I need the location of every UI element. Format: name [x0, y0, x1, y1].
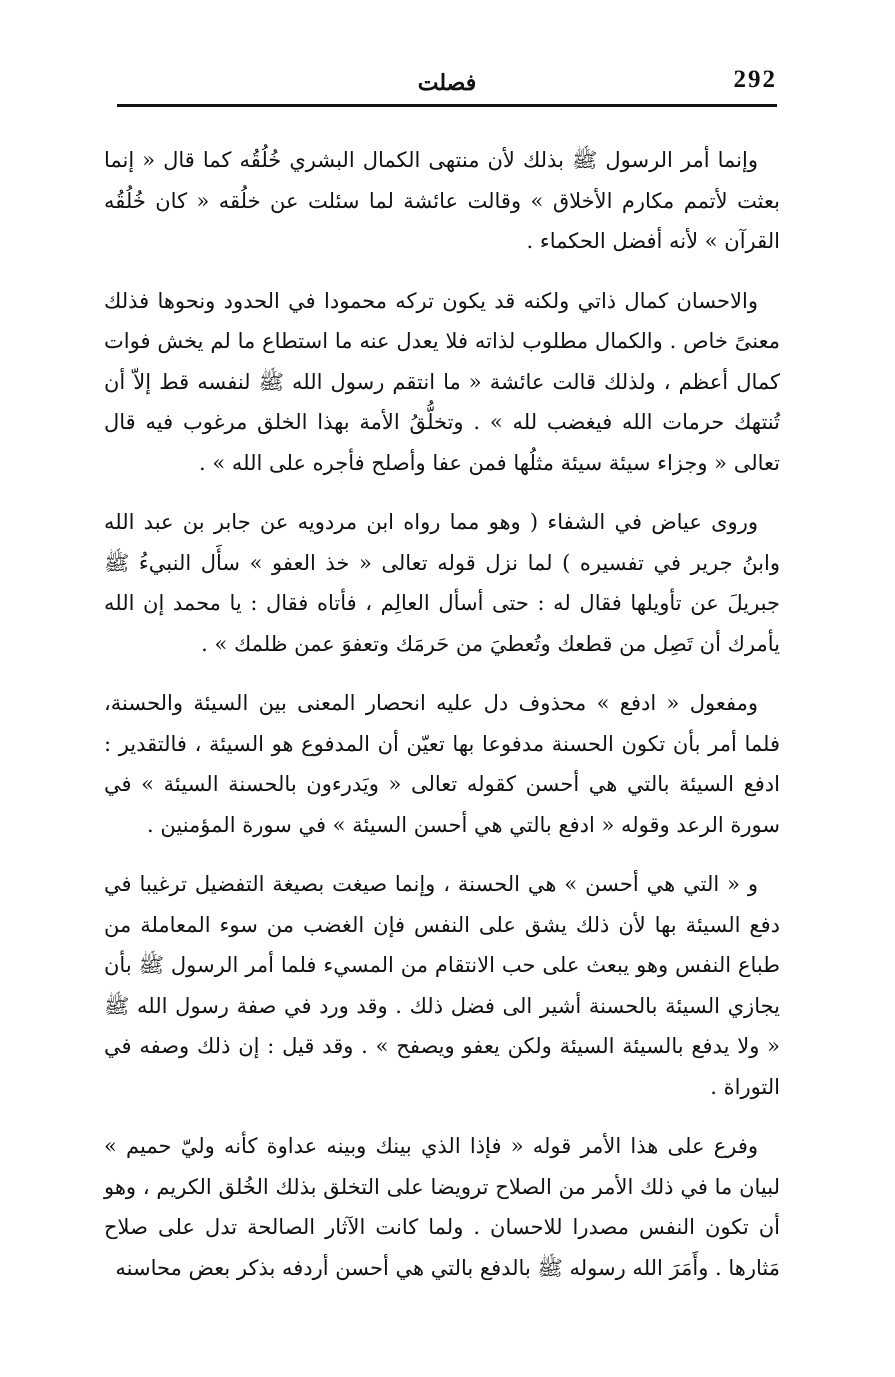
paragraph-5: و « التي هي أحسن » هي الحسنة ، وإنما صيغت بصيغة التفضيل ترغيبا في دفع السيئة بها لأن ذلك يشق على النفس فإن الغضب من سوء المعاملة من طباع النفس وهو يبعث على حب الانتقام من المسيء فلما أمر الرسول ﷺ بأن يجازي السيئة بالحسنة أشير الى فضل ذلك . وقد ورد في صفة رسول الله ﷺ « ولا يدفع بالسيئة السيئة ولكن يعفو ويصفح » . وقد قيل : إن ذلك وصفه في التوراة . [104, 872, 780, 1099]
page-number: 292 [733, 66, 777, 93]
paragraph-3: وروى عياض في الشفاء ( وهو مما رواه ابن مردويه عن جابر بن عبد الله وابنُ جرير في تفسيره ) لما نزل قوله تعالى « خذ العفو » سأَل النبيءُ ﷺ جبريلَ عن تأويلها فقال له : حتى أسأل العالِم ، فأتاه فقال : يا محمد إن الله يأمرك أن تَصِل من قطعك وتُعطيَ من حَرمَك وتعفوَ عمن ظلمك » . [104, 510, 780, 656]
paragraph-6: وفرع على هذا الأمر قوله « فإذا الذي بينك وبينه عداوة كأنه وليّ حميم » لبيان ما في ذلك الأمر من الصلاح ترويضا على التخلق بذلك الخُلق الكريم ، وهو أن تكون النفس مصدرا للاحسان . ولما كانت الآثار الصالحة تدل على صلاح مَثارها . وأَمَرَ الله رسوله ﷺ بالدفع بالتي هي أحسن أردفه بذكر بعض محاسنه [104, 1134, 780, 1280]
paragraph-4: ومفعول « ادفع » محذوف دل عليه انحصار المعنى بين السيئة والحسنة، فلما أمر بأن تكون الحسنة مدفوعا بها تعيّن أن المدفوع هو السيئة ، فالتقدير : ادفع السيئة بالتي هي أحسن كقوله تعالى « ويَدرءون بالحسنة السيئة » في سورة الرعد وقوله « ادفع بالتي هي أحسن السيئة » في سورة المؤمنين . [104, 691, 780, 837]
paragraph-1: وإنما أمر الرسول ﷺ بذلك لأن منتهى الكمال البشري خُلُقُه كما قال « إنما بعثت لأتمم مكارم الأخلاق » وقالت عائشة لما سئلت عن خلُقه « كان خُلُقُه القرآن » لأنه أفضل الحكماء . [104, 148, 780, 253]
running-title: فصلت [417, 70, 477, 96]
body-text [104, 140, 780, 1307]
header-rule [117, 104, 777, 107]
page-header [117, 62, 777, 102]
paragraph-2: والاحسان كمال ذاتي ولكنه قد يكون تركه محمودا في الحدود ونحوها فذلك معنىً خاص . والكمال مطلوب لذاته فلا يعدل عنه ما استطاع ما لم يخش فوات كمال أعظم ، ولذلك قالت عائشة « ما انتقم رسول الله ﷺ لنفسه قط إلاّ أن تُنتهك حرمات الله فيغضب لله » . وتخلُّقُ الأمة بهذا الخلق مرغوب فيه قال تعالى « وجزاء سيئة سيئة مثلُها فمن عفا وأصلح فأجره على الله » . [104, 288, 780, 475]
